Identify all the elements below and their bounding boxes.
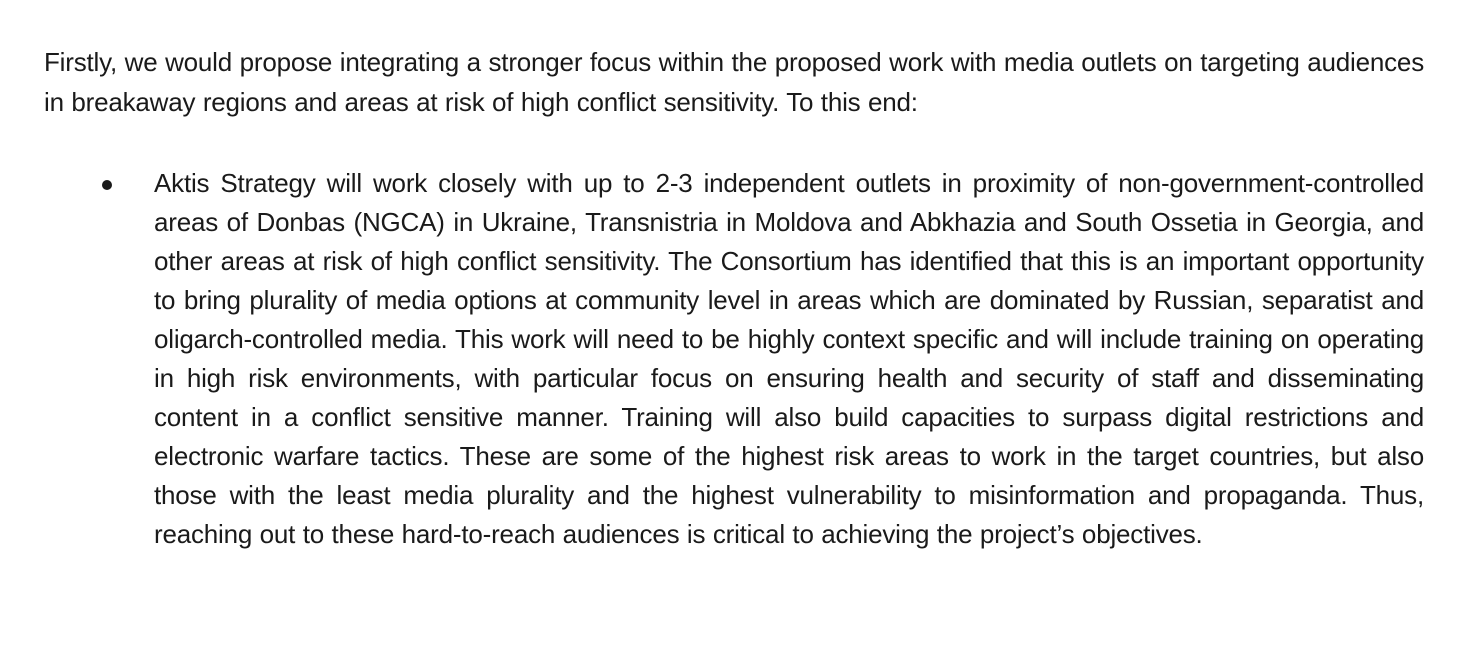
bullet-point-icon <box>102 180 112 190</box>
bullet-list <box>44 164 1424 554</box>
intro-paragraph: Firstly, we would propose integrating a stronger focus within the proposed work with media outlets on targeting audiences in breakaway regions and areas at risk of high conflict sensitivity. To this end: <box>44 47 1424 117</box>
bullet-item <box>44 164 1424 554</box>
document-body <box>44 42 1424 554</box>
bullet-text: Aktis Strategy will work closely with up to 2-3 independent outlets in proximity of non-government-controlled areas of Donbas (NGCA) in Ukraine, Transnistria in Moldova and Abkhazia and South Ossetia in Georgia, and other areas at risk of high conflict sensitivity. The Consortium has identified that this is an important opportunity to bring plurality of media options at community level in areas which are dominated by Russian, separatist and oligarch-controlled media. This work will need to be highly context specific and will include training on operating in high risk environments, with particular focus on ensuring health and security of staff and disseminating content in a conflict sensitive manner. Training will also build capacities to surpass digital restrictions and electronic warfare tactics. These are some of the highest risk areas to work in the target countries, but also those with the least media plurality and the highest vulnerability to misinformation and propaganda. Thus, reaching out to these hard-to-reach audiences is critical to achieving the project’s objectives. <box>154 168 1424 549</box>
